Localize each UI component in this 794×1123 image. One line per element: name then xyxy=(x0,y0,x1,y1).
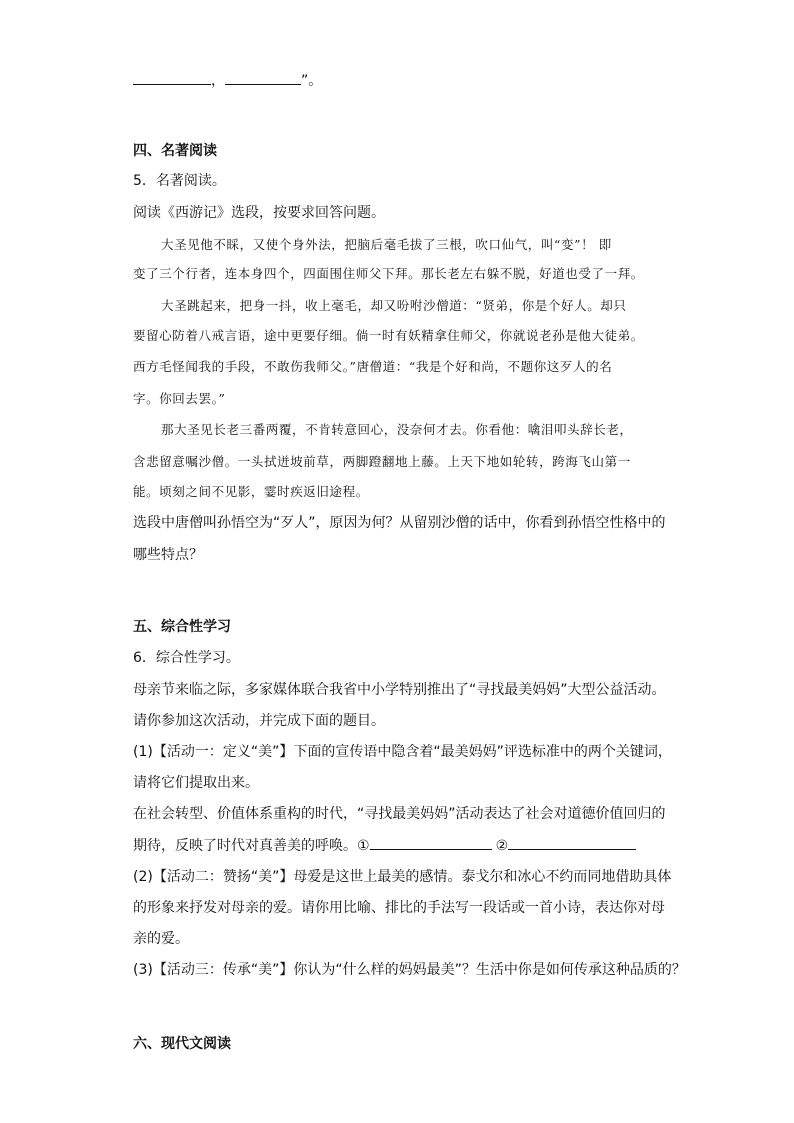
activity-text: 母亲节来临之际，多家媒体联合我省中小学特别推出了“寻找最美妈妈”大型公益活动。 xyxy=(133,682,666,698)
activity-text: (2)【活动二：赞扬“美”】母爱是这世上最美的感情。泰戈尔和冰心不约而同地借助具体 xyxy=(133,869,672,885)
passage-line: 变了三个行者，连本身四个，四面围住师父下拜。那长老左右躲不脱，好道也受了一拜。 xyxy=(133,266,644,281)
passage-line: 字。你回去罢。” xyxy=(133,391,226,406)
separator: ， xyxy=(211,73,225,89)
circle-one: ① xyxy=(357,838,370,854)
section-heading-6: 六、现代文阅读 xyxy=(133,1036,231,1052)
question-number-5: 5．名著阅读。 xyxy=(133,173,226,189)
reading-instruction: 阅读《西游记》选段，按要求回答问题。 xyxy=(133,205,385,221)
keyword-blank-2[interactable] xyxy=(508,835,636,850)
question-text: 选段中唐僧叫孙悟空为“歹人”，原因为何？从留别沙僧的话中，你看到孙悟空性格中的 xyxy=(133,515,666,531)
circle-two: ② xyxy=(495,838,509,854)
question-text: 哪些特点？ xyxy=(133,547,203,563)
closing-quote: ”。 xyxy=(301,73,323,89)
passage-line: 那大圣见长老三番两覆，不肯转意回心，没奈何才去。你看他：噙泪叩头辞长老， xyxy=(161,422,633,437)
activity-text: 的形象来抒发对母亲的爱。请你用比喻、排比的手法写一段话或一首小诗，表达你对母 xyxy=(133,900,665,916)
question-number-6: 6．综合性学习。 xyxy=(133,650,240,666)
activity-text: 请你参加这次活动，并完成下面的题目。 xyxy=(133,713,385,729)
activity-text: (1)【活动一：定义“美”】下面的宣传语中隐含着“最美妈妈”评选标准中的两个关键词， xyxy=(133,744,672,760)
answer-blank-1[interactable] xyxy=(133,70,211,85)
passage-line: 能。顷刻之间不见影，霎时疾返旧途程。 xyxy=(133,484,369,499)
activity-text: (3)【活动三：传承“美”】你认为“什么样的妈妈最美”？生活中你是如何传承这种品质的？ xyxy=(133,962,686,978)
answer-blank-2[interactable] xyxy=(225,70,301,85)
section-heading-5: 五、综合性学习 xyxy=(133,619,231,635)
activity-text: 在社会转型、价值体系重构的时代，“寻找最美妈妈”活动表达了社会对道德价值回归的 xyxy=(133,806,666,822)
activity-text: 期待，反映了时代对真善美的呼唤。 xyxy=(133,838,357,854)
keyword-blank-1[interactable] xyxy=(370,835,492,850)
section-heading-4: 四、名著阅读 xyxy=(133,143,217,159)
passage-line: 大圣见他不睬，又使个身外法，把脑后毫毛拔了三根，吹口仙气，叫“变”！ 即 xyxy=(161,237,612,252)
activity-text: 亲的爱。 xyxy=(133,931,189,947)
passage-line: 含悲留意嘱沙僧。一头拭迸坡前草，两脚蹬翻地上藤。上天下地如轮转，跨海飞山第一 xyxy=(133,454,631,469)
activity-text: 请将它们提取出来。 xyxy=(133,775,259,791)
keyword-blank-line xyxy=(133,835,636,856)
passage-line: 要留心防着八戒言语，途中更要仔细。倘一时有妖精拿住师父，你就说老孙是他大徒弟。 xyxy=(133,328,644,343)
passage-line: 西方毛怪闻我的手段，不敢伤我师父。”唐僧道：“我是个好和尚，不题你这歹人的名 xyxy=(133,359,613,374)
fill-blank-line xyxy=(133,70,322,91)
passage-line: 大圣跳起来，把身一抖，收上毫毛，却又吩咐沙僧道：“贤弟，你是个好人。却只 xyxy=(161,298,627,313)
